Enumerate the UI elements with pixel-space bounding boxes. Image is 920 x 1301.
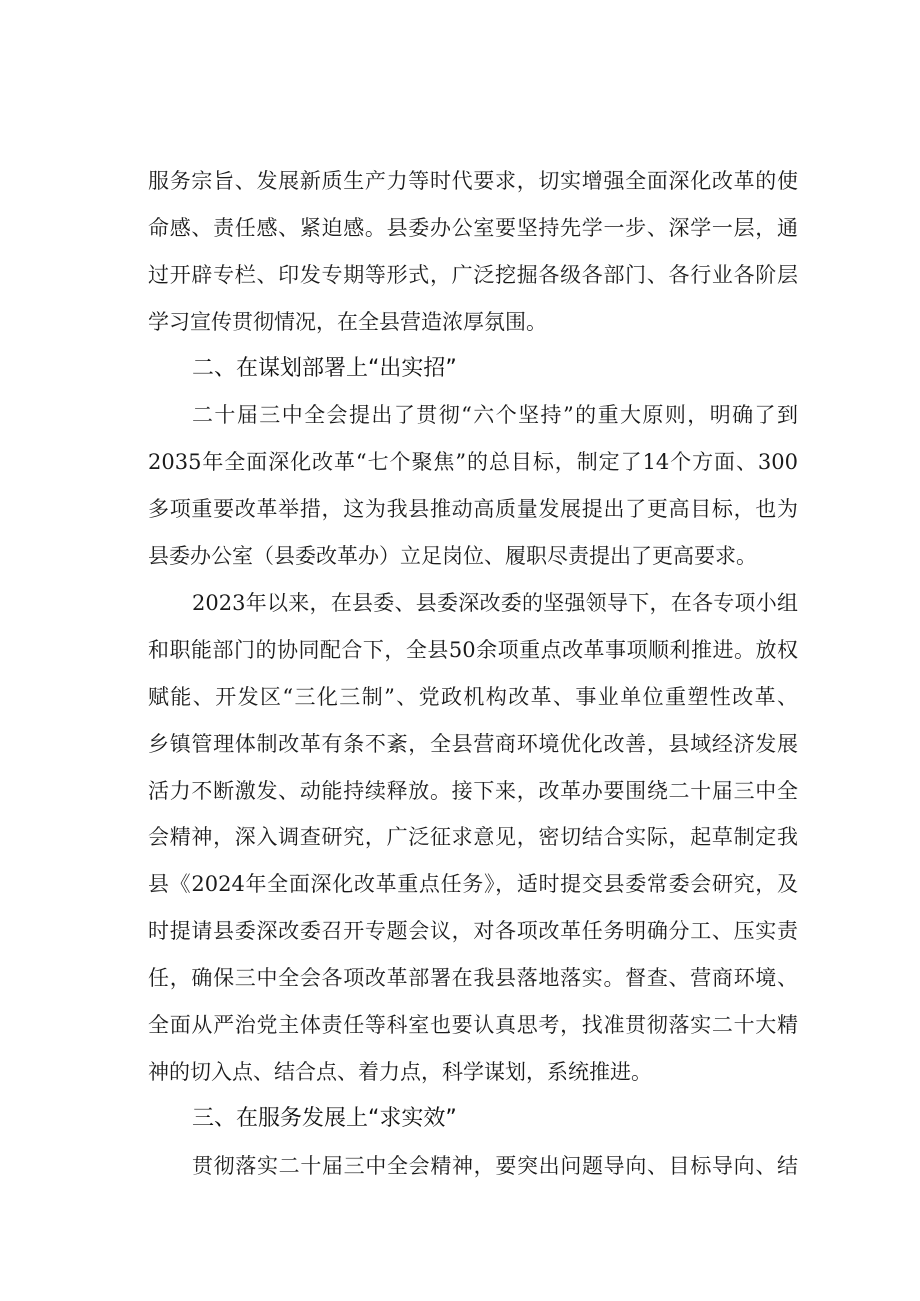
text-line: 全面从严治党主体责任等科室也要认真思考，找准贯彻落实二十大精 (148, 1013, 798, 1038)
paragraph-2 (148, 392, 798, 580)
text-line: 时提请县委深改委召开专题会议，对各项改革任务明确分工、压实责 (148, 919, 798, 944)
text-line: 县《2024年全面深化改革重点任务》，适时提交县委常委会研究，及 (148, 872, 798, 897)
text-line: 县委办公室（县委改革办）立足岗位、履职尽责提出了更高要求。 (148, 544, 757, 569)
text-line: 神的切入点、结合点、着力点，科学谋划，系统推进。 (148, 1059, 652, 1084)
text-line: 命感、责任感、紧迫感。县委办公室要坚持先学一步、深学一层，通 (148, 215, 798, 240)
text-line: 贯彻落实二十届三中全会精神，要突出问题导向、目标导向、结 (192, 1153, 798, 1178)
section-heading-2: 二、在谋划部署上“出实招” (192, 355, 457, 381)
text-line: 2023年以来，在县委、县委深改委的坚强领导下，在各专项小组 (192, 591, 798, 616)
text-line: 服务宗旨、发展新质生产力等时代要求，切实增强全面深化改革的使 (148, 169, 798, 193)
text-line: 多项重要改革举措，这为我县推动高质量发展提出了更高目标，也为 (148, 497, 798, 522)
paragraph-3 (148, 580, 798, 1096)
text-line: 赋能、开发区“三化三制”、党政机构改革、事业单位重塑性改革、 (148, 684, 798, 709)
paragraph-4 (148, 1143, 798, 1190)
text-line: 乡镇管理体制改革有条不紊，全县营商环境优化改善，县域经济发展 (148, 731, 798, 756)
text-line: 过开辟专栏、印发专期等形式，广泛挖掘各级各部门、各行业各阶层 (148, 262, 798, 287)
text-line: 和职能部门的协同配合下，全县50余项重点改革事项顺利推进。放权 (148, 637, 798, 662)
document-page (148, 158, 798, 1190)
text-line: 活力不断激发、动能持续释放。接下来，改革办要围绕二十届三中全 (148, 778, 798, 803)
text-line: 二十届三中全会提出了贯彻“六个坚持”的重大原则，明确了到 (192, 403, 798, 428)
section-heading-3: 三、在服务发展上“求实效” (192, 1105, 457, 1131)
text-line: 任，确保三中全会各项改革部署在我县落地落实。督查、营商环境、 (148, 966, 798, 991)
paragraph-1 (148, 158, 798, 346)
text-line: 会精神，深入调查研究，广泛征求意见，密切结合实际，起草制定我 (148, 825, 798, 850)
text-line: 学习宣传贯彻情况，在全县营造浓厚氛围。 (148, 309, 547, 334)
text-line: 2035年全面深化改革“七个聚焦”的总目标，制定了14个方面、300 (148, 450, 798, 475)
